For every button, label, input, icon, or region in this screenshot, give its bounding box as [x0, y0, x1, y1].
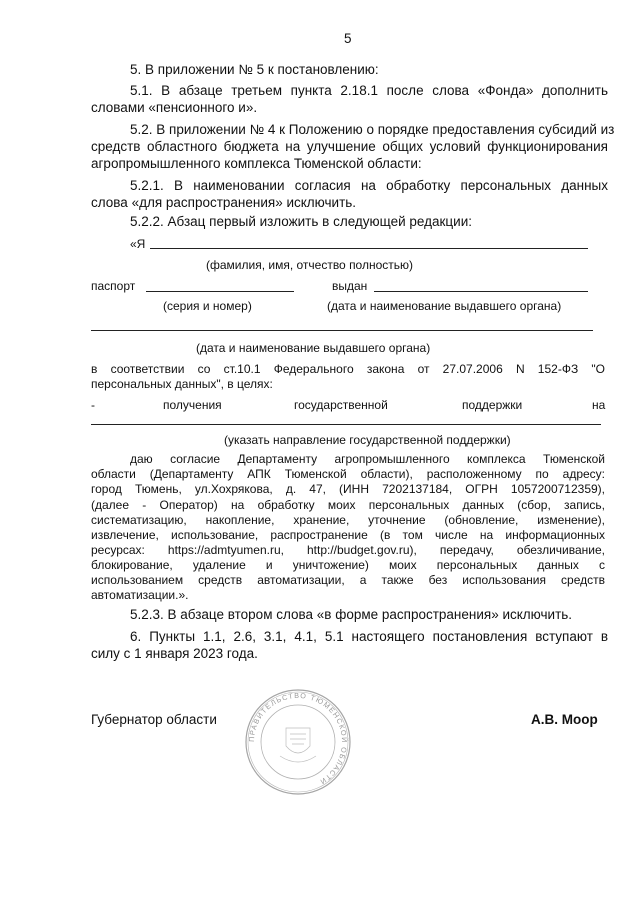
purpose-word-support: поддержки — [462, 398, 523, 412]
consent-line-3: город Тюмень, ул.Хохрякова, д. 47, (ИНН 7202137184, ОГРН 1057200712359), — [91, 482, 605, 496]
paragraph-5-2-line-2: средств областного бюджета на улучшение общих условий функционирования — [91, 139, 608, 154]
paragraph-5-2-3: 5.2.3. В абзаце втором слова «в форме распространения» исключить. — [130, 607, 573, 622]
paragraph-5-2-line-3: агропромышленного комплекса Тюменской области: — [91, 156, 422, 171]
consent-line-4: (далее - Оператор) на обработку моих персональных данных (сбор, запись, — [91, 498, 605, 512]
issuer-blank-line — [91, 330, 593, 331]
issuer-caption-1: (дата и наименование выдавшего органа) — [327, 299, 562, 313]
paragraph-5-1-line-2: словами «пенсионного и». — [91, 100, 258, 115]
issued-label: выдан — [332, 279, 368, 293]
svg-text:ПРАВИТЕЛЬСТВО ТЮМЕНСКОЙ ОБЛАСТ: ПРАВИТЕЛЬСТВО ТЮМЕНСКОЙ ОБЛАСТИ — [246, 690, 350, 787]
fio-blank-line — [150, 248, 588, 249]
law-line-1: в соответствии со ст.10.1 Федерального закона от 27.07.2006 N 152-ФЗ "О — [91, 362, 605, 376]
paragraph-5-2-line-1: 5.2. В приложении № 4 к Положению о порядке предоставления субсидий из — [130, 122, 615, 137]
consent-line-10: автоматизации.». — [91, 588, 189, 602]
direction-caption: (указать направление государственной поддержки) — [224, 433, 511, 447]
paragraph-5-2-1-line-2: слова «для распространения» исключить. — [91, 195, 357, 210]
paragraph-6-line-2: силу с 1 января 2023 года. — [91, 646, 258, 661]
consent-line-1: даю согласие Департаменту агропромышленного комплекса Тюменской — [130, 452, 605, 466]
signatory-name: А.В. Моор — [531, 712, 598, 727]
consent-line-6: извлечение, использование, распространение (в том числе на информационных — [91, 528, 605, 542]
paragraph-5-2-1-line-1: 5.2.1. В наименовании согласия на обработку персональных данных — [130, 178, 608, 193]
issued-blank-line — [374, 291, 588, 292]
purpose-word-receiving: получения — [163, 398, 222, 412]
purpose-word-state: государственной — [294, 398, 388, 412]
law-line-2: персональных данных", в целях: — [91, 377, 273, 391]
passport-label: паспорт — [91, 279, 136, 293]
series-caption: (серия и номер) — [163, 299, 252, 313]
paragraph-5-2-2: 5.2.2. Абзац первый изложить в следующей редакции: — [130, 214, 472, 229]
consent-line-9: использованием средств автоматизации, а также без использования средств — [91, 573, 605, 587]
official-seal — [244, 688, 352, 796]
signatory-position: Губернатор области — [91, 712, 217, 727]
consent-line-5: систематизацию, накопление, хранение, уточнение (обновление, изменение), — [91, 513, 605, 527]
consent-line-8: блокирование, удаление и уничтожение) моих персональных данных с — [91, 558, 605, 572]
paragraph-6-line-1: 6. Пункты 1.1, 2.6, 3.1, 4.1, 5.1 настоящего постановления вступают в — [130, 629, 608, 644]
form-ya-prefix: «Я — [130, 237, 146, 251]
paragraph-5-1-line-1: 5.1. В абзаце третьем пункта 2.18.1 после слова «Фонда» дополнить — [130, 83, 608, 98]
consent-line-2: области (Департаменту АПК Тюменской области), расположенному по адресу: — [91, 467, 605, 481]
purpose-dash: - — [91, 398, 95, 412]
passport-blank-line — [146, 291, 294, 292]
consent-line-7: ресурсах: https://admtyumen.ru, http://budget.gov.ru), передачу, обезличивание, — [91, 543, 605, 557]
issuer-caption-2: (дата и наименование выдавшего органа) — [196, 341, 431, 355]
purpose-word-on: на — [592, 398, 606, 412]
page-number: 5 — [344, 31, 352, 46]
fio-caption: (фамилия, имя, отчество полностью) — [206, 258, 414, 272]
paragraph-5: 5. В приложении № 5 к постановлению: — [130, 62, 379, 77]
direction-blank-line — [91, 424, 601, 425]
